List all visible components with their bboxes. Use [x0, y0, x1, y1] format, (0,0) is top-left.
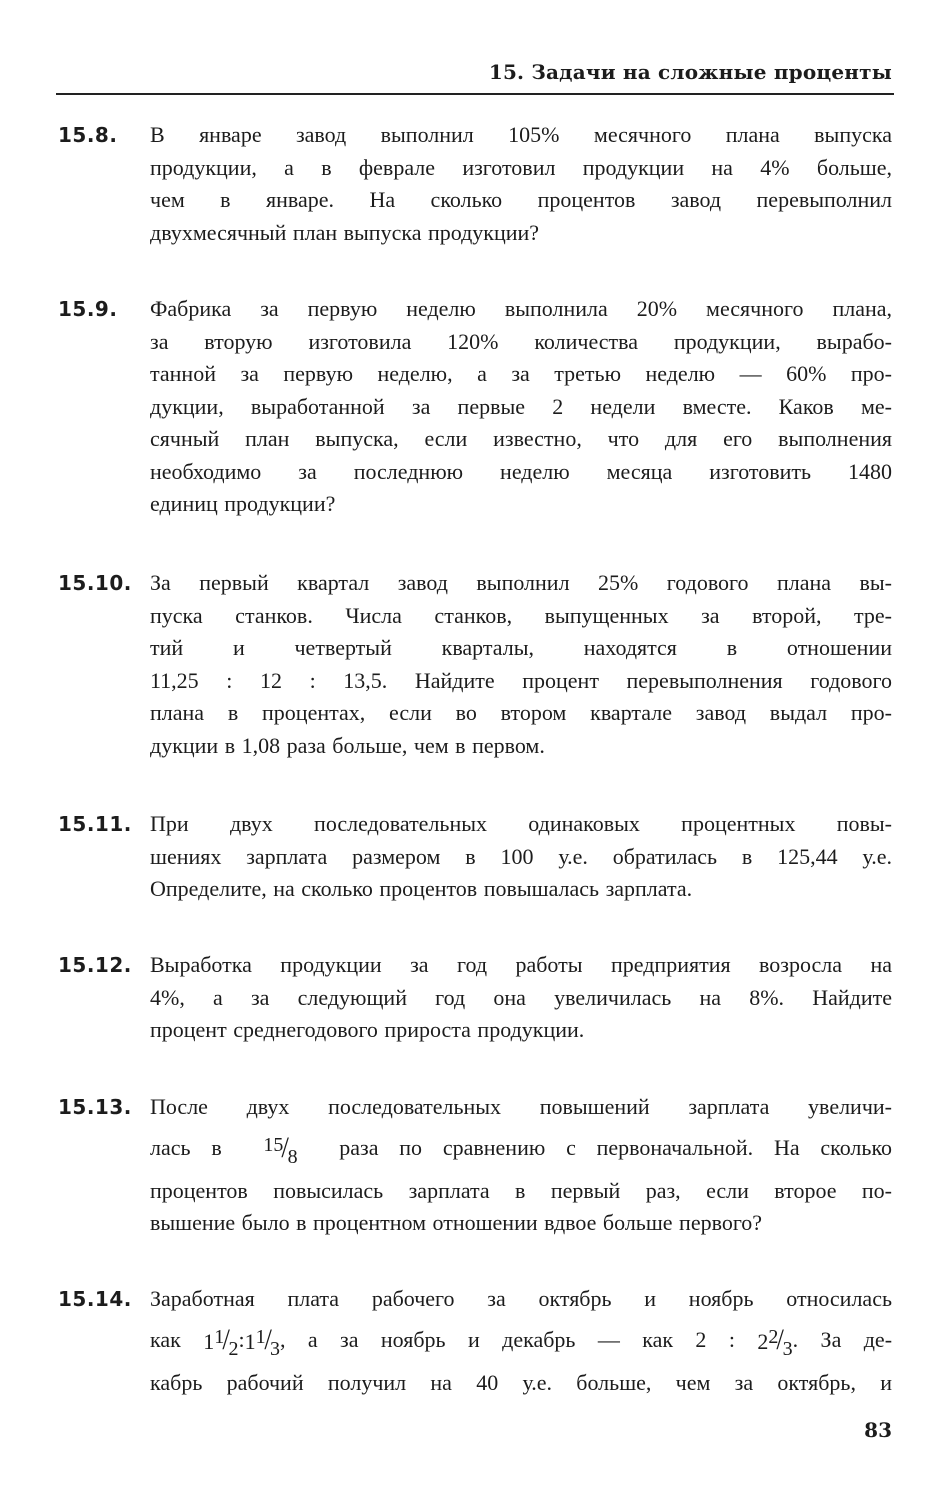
text-line: После двух последовательных повышений зарплата увеличи- — [150, 1094, 892, 1119]
problem-text — [150, 1091, 892, 1240]
fraction-slash: / — [281, 1130, 290, 1164]
text-line: шениях зарплата размером в 100 у.е. обратилась в 125,44 у.е. — [150, 843, 892, 869]
problem-number: 15.10. — [58, 571, 132, 595]
fraction-denominator: 3 — [782, 1337, 793, 1360]
text-line: танной за первую неделю, а за третью неделю — 60% про- — [150, 361, 892, 386]
text-line: тий и четвертый кварталы, находятся в отношении — [150, 635, 892, 660]
fraction-slash: / — [222, 1322, 231, 1356]
text-line: вышение было в процентном отношении вдвое больше первого? — [150, 1210, 763, 1236]
text-line: пуска станков. Числа станков, выпущенных за второй, тре- — [150, 602, 892, 628]
text-line: двухмесячный план выпуска продукции? — [150, 219, 540, 245]
text-line: дукции, выработанной за первые 2 недели вместе. Каков ме- — [150, 393, 892, 419]
fraction-whole: 1 — [203, 1328, 215, 1354]
problem-text — [150, 293, 892, 521]
text-line: В январе завод выполнил 105% месячного плана выпуска — [150, 122, 892, 147]
ratio-separator: : — [238, 1326, 245, 1352]
text-line: плана в процентах, если во втором квартале завод выдал про- — [150, 700, 892, 725]
page-number: 83 — [864, 1418, 892, 1442]
text-segment: как — [150, 1326, 181, 1352]
text-line: единиц продукции? — [150, 491, 336, 516]
text-segment: , а за ноябрь и декабрь — как — [280, 1326, 674, 1352]
problem-number: 15.13. — [58, 1095, 132, 1119]
problem-number: 15.9. — [58, 297, 118, 321]
mixed-fraction-1-1-3 — [245, 1316, 280, 1367]
fraction-numerator: 1 — [255, 1325, 266, 1348]
fraction-denominator: 2 — [228, 1337, 239, 1360]
text-line: чем в январе. На сколько процентов завод перевыполнил — [150, 187, 892, 212]
mixed-fraction-1-1-2 — [203, 1316, 238, 1367]
fraction-whole: 1 — [244, 1328, 256, 1354]
text-line: Заработная плата рабочего за октябрь и ноябрь относилась — [150, 1286, 892, 1311]
text-segment: . За де- — [792, 1326, 893, 1352]
fraction-15-8 — [263, 1124, 297, 1175]
text-line-with-fraction — [150, 1124, 892, 1175]
problem-number: 15.14. — [58, 1287, 132, 1311]
text-line: за вторую изготовила 120% количества продукции, вырабо- — [150, 328, 892, 354]
text-line: кабрь рабочий получил на 40 у.е. больше, чем за октябрь, и — [150, 1369, 892, 1395]
text-line: Определите, на сколько процентов повышалась зарплата. — [150, 876, 693, 901]
fraction-slash: / — [776, 1322, 785, 1356]
mixed-fraction-2-2-3 — [757, 1316, 792, 1367]
problem-text — [150, 119, 892, 249]
text-line: сячный план выпуска, если известно, что для его выполнения — [150, 426, 892, 451]
text-line: процентов повысилась зарплата в первый раз, если второе по- — [150, 1177, 892, 1203]
problem-number: 15.12. — [58, 953, 132, 977]
problem-number: 15.11. — [58, 812, 132, 836]
fraction-slash: / — [264, 1322, 272, 1356]
header-rule — [56, 93, 894, 95]
problem-text — [150, 949, 892, 1047]
fraction-numerator: 15 — [263, 1133, 284, 1156]
text-line: 4%, а за следующий год она увеличилась на 8%. Найдите — [150, 984, 892, 1010]
problem-text — [150, 567, 892, 762]
text-line: необходимо за последнюю неделю месяца изготовить 1480 — [150, 458, 892, 484]
text-line: Выработка продукции за год работы предприятия возросла на — [150, 952, 892, 977]
ratio-separator: : — [728, 1326, 735, 1352]
text-line: 11,25 : 12 : 13,5. Найдите процент перевыполнения годового — [150, 667, 892, 693]
fraction-numerator: 1 — [214, 1325, 225, 1348]
problem-text — [150, 1283, 892, 1399]
text-line: За первый квартал завод выполнил 25% годового плана вы- — [150, 570, 892, 595]
text-line: дукции в 1,08 раза больше, чем в первом. — [150, 732, 545, 758]
text-line-with-fractions — [150, 1316, 892, 1367]
problem-text — [150, 808, 892, 906]
text-line: процент среднегодового прироста продукции. — [150, 1017, 585, 1042]
text-segment: раза по сравнению с первоначальной. На сколько — [339, 1134, 893, 1160]
text-segment: лась в — [150, 1134, 222, 1160]
text-line: Фабрика за первую неделю выполнила 20% месячного плана, — [150, 296, 892, 321]
fraction-numerator: 2 — [768, 1325, 779, 1348]
running-header-title: 15. Задачи на сложные проценты — [488, 60, 892, 84]
fraction-denominator: 3 — [270, 1337, 281, 1360]
fraction-whole: 2 — [757, 1328, 769, 1354]
fraction-denominator: 8 — [287, 1145, 298, 1168]
text-line: продукции, а в феврале изготовил продукции на 4% больше, — [150, 154, 892, 180]
problem-number: 15.8. — [58, 123, 118, 147]
ratio-left: 2 — [695, 1326, 707, 1352]
text-line: При двух последовательных одинаковых процентных повы- — [150, 811, 892, 836]
